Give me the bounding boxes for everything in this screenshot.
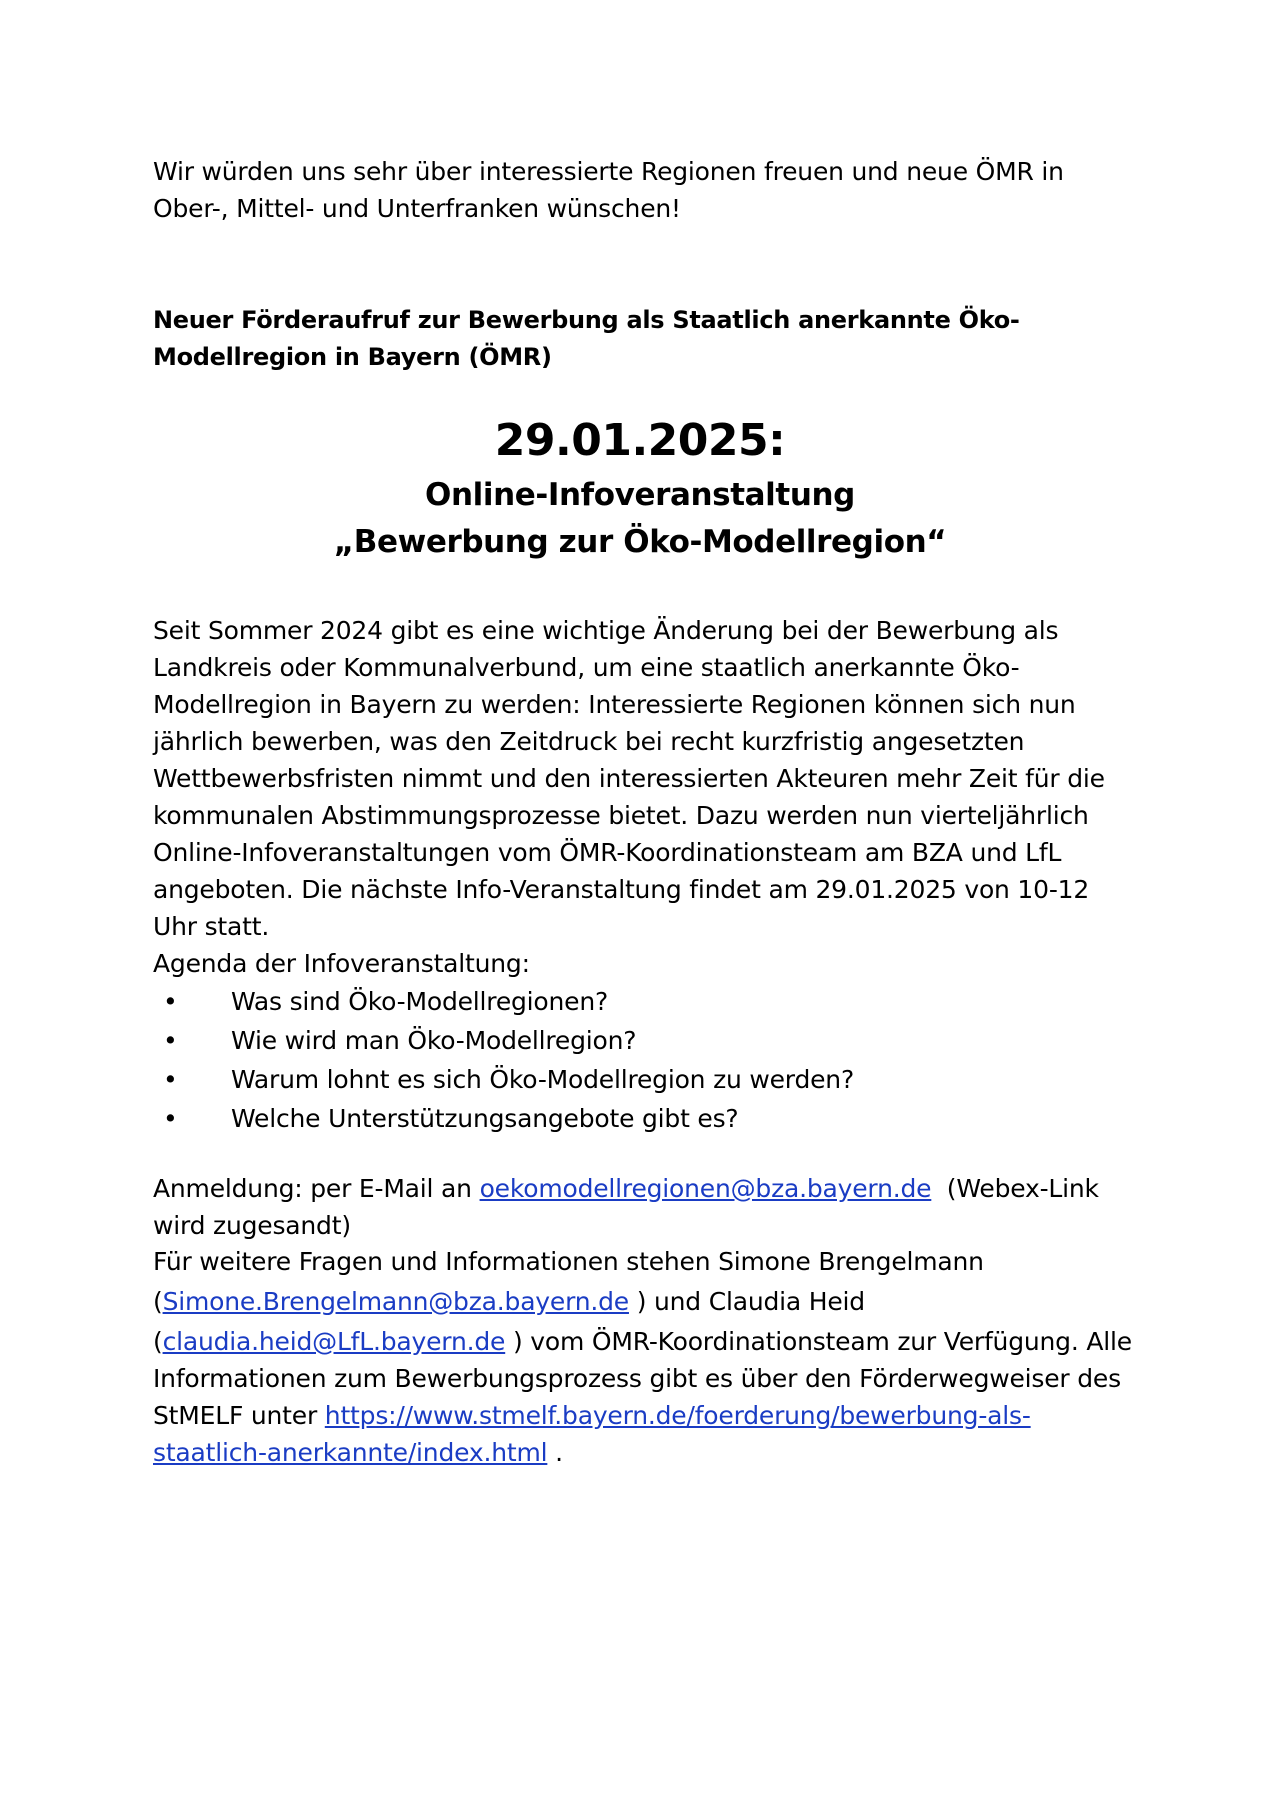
body-line: Seit Sommer 2024 gibt es eine wichtige Änderung bei der Bewerbung als <box>153 616 1059 645</box>
body-paragraph <box>153 612 1133 945</box>
body-line: angeboten. Die nächste Info-Veranstaltung findet am 29.01.2025 von 10-12 <box>153 875 1090 904</box>
heading-line-2: Modellregion in Bayern (ÖMR) <box>153 343 552 371</box>
agenda-item <box>153 1099 1133 1138</box>
open-paren: ( <box>153 1327 163 1356</box>
contact-line-1: Für weitere Fragen und Informationen stehen Simone Brengelmann <box>153 1247 984 1276</box>
registration-email-link[interactable]: oekomodellregionen@bza.bayern.de <box>479 1174 932 1203</box>
agenda-item-text: Wie wird man Öko-Modellregion? <box>231 1026 637 1055</box>
contact-line5-prefix: StMELF unter <box>153 1401 325 1430</box>
body-line: kommunalen Abstimmungsprozesse bietet. Dazu werden nun vierteljährlich <box>153 801 1089 830</box>
event-subtitle: „Bewerbung zur Öko-Modellregion“ <box>333 524 947 560</box>
registration-paragraph <box>153 1170 1133 1244</box>
agenda-item-text: Warum lohnt es sich Öko-Modellregion zu werden? <box>231 1065 855 1094</box>
open-paren: ( <box>153 1287 163 1316</box>
agenda-item-text: Welche Unterstützungsangebote gibt es? <box>231 1104 739 1133</box>
agenda-item <box>153 1021 1133 1060</box>
contact-line-5 <box>153 1397 1133 1434</box>
intro-line-1: Wir würden uns sehr über interessierte Regionen freuen und neue ÖMR in <box>153 157 1064 186</box>
contact-line-3 <box>153 1323 1133 1360</box>
body-line: jährlich bewerben, was den Zeitdruck bei recht kurzfristig angesetzten <box>153 727 1025 756</box>
email-link-brengelmann[interactable]: Simone.Brengelmann@bza.bayern.de <box>162 1287 629 1316</box>
heading-line-1: Neuer Förderaufruf zur Bewerbung als Staatlich anerkannte Öko- <box>153 306 1020 334</box>
contact-mid-1: ) und Claudia Heid <box>628 1287 865 1316</box>
registration-prefix: Anmeldung: per E-Mail an <box>153 1174 480 1203</box>
bullet-icon: • <box>163 987 178 1016</box>
event-date: 29.01.2025: <box>494 415 786 466</box>
agenda-title: Agenda der Infoveranstaltung: <box>153 949 530 978</box>
contact-end: . <box>547 1438 563 1467</box>
agenda-list <box>153 982 1133 1138</box>
bullet-icon: • <box>163 1065 178 1094</box>
contact-line-6 <box>153 1434 1133 1471</box>
stmelf-url-link-continued[interactable]: staatlich-anerkannte/index.html <box>153 1438 548 1467</box>
contact-line-2 <box>153 1280 1133 1323</box>
bullet-icon: • <box>163 1104 178 1133</box>
agenda-item <box>153 1060 1133 1099</box>
body-line: Wettbewerbsfristen nimmt und den interessierten Akteuren mehr Zeit für die <box>153 764 1105 793</box>
bullet-icon: • <box>163 1026 178 1055</box>
registration-line-2: wird zugesandt) <box>153 1211 351 1240</box>
agenda-item-text: Was sind Öko-Modellregionen? <box>231 987 609 1016</box>
agenda-item <box>153 982 1133 1021</box>
contact-line-4: Informationen zum Bewerbungsprozess gibt es über den Förderwegweiser des <box>153 1364 1121 1393</box>
body-line: Landkreis oder Kommunalverbund, um eine staatlich anerkannte Öko- <box>153 653 1020 682</box>
body-line: Online-Infoveranstaltungen vom ÖMR-Koordinationsteam am BZA und LfL <box>153 838 1062 867</box>
email-link-heid[interactable]: claudia.heid@LfL.bayern.de <box>162 1327 506 1356</box>
stmelf-url-link[interactable]: https://www.stmelf.bayern.de/foerderung/bewerbung-als- <box>324 1401 1031 1430</box>
intro-paragraph <box>153 153 1133 227</box>
agenda-title-block <box>153 945 1133 982</box>
contact-paragraph <box>153 1243 1133 1471</box>
section-heading <box>153 302 1133 376</box>
registration-line-1 <box>153 1170 1133 1207</box>
registration-suffix: (Webex-Link <box>931 1174 1099 1203</box>
body-line: Uhr statt. <box>153 912 270 941</box>
event-title: Online-Infoveranstaltung <box>425 477 855 513</box>
intro-line-2: Ober-, Mittel- und Unterfranken wünschen! <box>153 194 681 223</box>
contact-mid-2: ) vom ÖMR-Koordinationsteam zur Verfügung. Alle <box>505 1327 1132 1356</box>
body-line: Modellregion in Bayern zu werden: Interessierte Regionen können sich nun <box>153 690 1076 719</box>
